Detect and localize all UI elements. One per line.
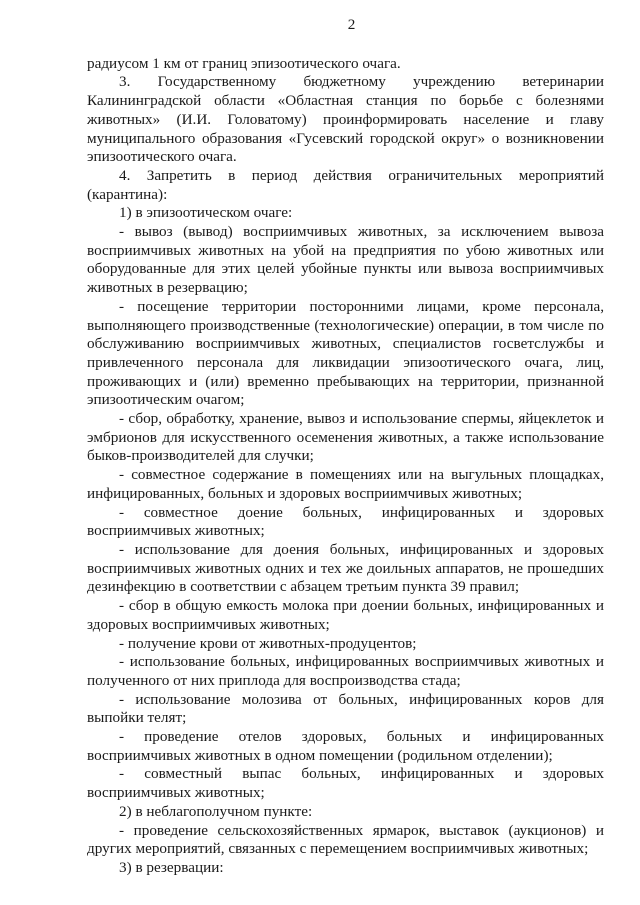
page-number: 2 — [347, 16, 356, 33]
paragraph: 4. Запретить в период действия ограничительных мероприятий (карантина): — [87, 166, 604, 203]
paragraph: - вывоз (вывод) восприимчивых животных, за исключением вывоза восприимчивых животных на убой на предприятия по убою животных или оборудованные для этих целей убойные пункты или вывоза восприимчивых животных в резервацию; — [87, 223, 604, 297]
paragraph: - сбор в общую емкость молока при доении больных, инфицированных и здоровых восприимчивых животных; — [87, 597, 604, 633]
paragraph: - проведение сельскохозяйственных ярмарок, выставок (аукционов) и других мероприятий, связанных с перемещением восприимчивых животных; — [87, 821, 604, 858]
paragraph: - проведение отелов здоровых, больных и инфицированных восприимчивых животных в одном помещении (родильном отделении); — [87, 728, 604, 764]
paragraph: 2) в неблагополучном пункте: — [119, 802, 313, 820]
paragraph: - совместное содержание в помещениях или на выгульных площадках, инфицированных, больных и здоровых восприимчивых животных; — [87, 466, 604, 502]
paragraph: - совместный выпас больных, инфицированных и здоровых восприимчивых животных; — [87, 765, 604, 802]
paragraph: - совместное доение больных, инфицированных и здоровых восприимчивых животных; — [87, 503, 604, 540]
paragraph: 3. Государственному бюджетному учреждению ветеринарии Калининградской области «Областная станция по борьбе с болезнями животных» (И.И. Головатому) проинформировать население и главу муниципального образования «Гусевский городской округ» о возникновении эпизоотического очага. — [87, 73, 604, 166]
document-body — [87, 55, 604, 878]
paragraph: - использование больных, инфицированных восприимчивых животных и полученного от них приплода для воспроизводства стада; — [87, 653, 604, 689]
paragraph: - сбор, обработку, хранение, вывоз и использование спермы, яйцеклеток и эмбрионов для искусственного осеменения животных, а также использование быков-производителей для случки; — [87, 410, 604, 465]
paragraph: радиусом 1 км от границ эпизоотического очага. — [87, 54, 401, 72]
paragraph: - использование для доения больных, инфицированных и здоровых восприимчивых животных одних и тех же доильных аппаратов, не прошедших дезинфекцию в соответствии с абзацем третьим пункта 39 правил; — [87, 540, 604, 596]
paragraph: - посещение территории посторонними лицами, кроме персонала, выполняющего производственные (технологические) операции, в том числе по обслуживанию восприимчивых животных, специалистов госветслужбы и привлеченного персонала для ликвидации эпизоотического очага, лиц, проживающих и (или) временно пребывающих на территории, признанной эпизоотическим очагом; — [87, 297, 604, 409]
paragraph: 3) в резервации: — [119, 858, 224, 876]
paragraph: - получение крови от животных-продуцентов; — [119, 634, 417, 652]
paragraph: - использование молозива от больных, инфицированных коров для выпойки телят; — [87, 690, 604, 727]
paragraph: 1) в эпизоотическом очаге: — [119, 204, 293, 222]
